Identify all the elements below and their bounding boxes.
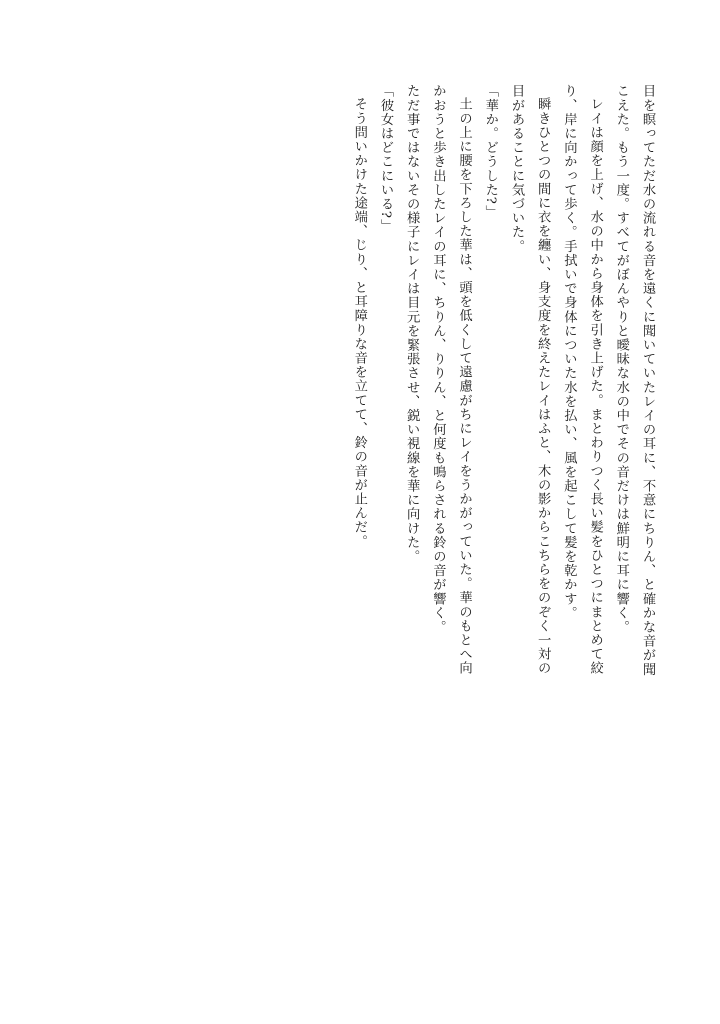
paragraph-6: ただ事ではないその様子にレイは目元を緊張させ、鋭い視線を華に向けた。 — [404, 84, 420, 564]
paragraph-8: そう問いかけた途端、じり、と耳障りな音を立てて、鈴の音が止んだ。 — [351, 97, 367, 549]
paragraph-1: 目を瞑ってただ水の流れる音を遠くに聞いていたレイの耳に、不意にちりん、と確かな音が聞こえた。もう一度。すべてがぼんやりと曖昧な水の中でその音だけは鮮明に耳に響く。 — [613, 84, 655, 677]
paragraph-7-dialogue: 「彼女はどこにいる?」 — [377, 84, 393, 233]
paragraph-2: レイは顔を上げ、水の中から身体を引き上げた。まとわりつく長い髪をひとつにまとめて絞り、岸に向かって歩く。手拭いで身体についた水を払い、風を起こして髪を乾かす。 — [561, 84, 603, 676]
paragraph-4-dialogue: 「華か。どうした?」 — [482, 84, 498, 219]
paragraph-3: 瞬きひとつの間に衣を纏い、身支度を終えたレイはふと、木の影からこちらをのぞく一対の目があることに気づいた。 — [508, 84, 551, 676]
paragraph-5: 土の上に腰を下ろした華は、頭を低くして遠慮がちにレイをうかがっていた。華のもとへ向かおうと歩き出したレイの耳に、ちりん、りりん、と何度も鳴らされる鈴の音が響く。 — [430, 84, 472, 676]
vertical-text-body — [346, 84, 660, 684]
